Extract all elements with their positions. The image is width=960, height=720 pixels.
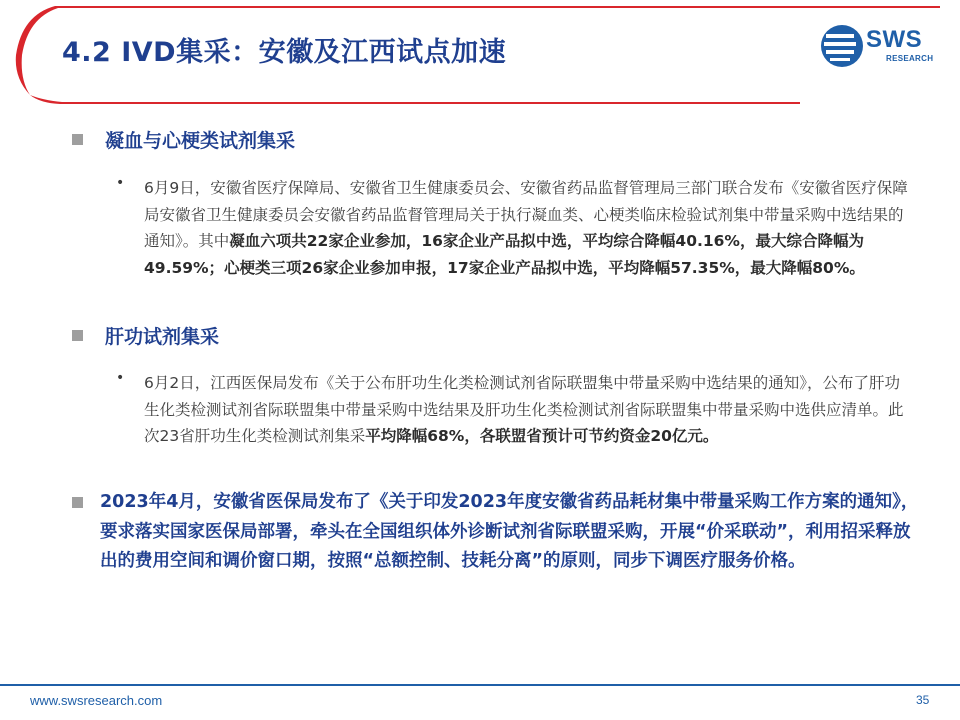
page-number: 35 bbox=[916, 693, 930, 707]
sws-logo bbox=[820, 20, 940, 75]
bullet-paragraph bbox=[144, 370, 910, 450]
bullet-dot-icon: • bbox=[116, 175, 125, 191]
square-bullet-icon bbox=[72, 497, 83, 508]
section-title: 凝血与心梗类试剂集采 bbox=[105, 130, 296, 152]
bullet-item-1 bbox=[110, 175, 910, 281]
section-title: 肝功试剂集采 bbox=[105, 326, 220, 348]
section-heading-2 bbox=[72, 322, 219, 349]
para-text: 6月9日，安徽省医疗保障局、安徽省卫生健康委员会、安徽省药品监督管理局三部门联合发布《安徽省医疗保障局安徽省卫生健康委员会安徽省药品监督管理局关于执行凝血类、心梗类临床检验试剂集中带量采购中选结果的通知》。其中 bbox=[144, 179, 908, 250]
logo-subtext: RESEARCH bbox=[886, 54, 934, 63]
bullet-dot-icon: • bbox=[116, 370, 125, 386]
summary-paragraph: 2023年4月，安徽省医保局发布了《关于印发2023年度安徽省药品耗材集中带量采购工作方案的通知》，要求落实国家医保局部署，牵头在全国组织体外诊断试剂省际联盟采购，开展“价采联动”，利用招采释放出的费用空间和调价窗口期，按照“总额控制、技耗分离”的原则，同步下调医疗服务价格。 bbox=[100, 492, 919, 571]
section-heading-1 bbox=[72, 126, 295, 153]
square-bullet-icon bbox=[72, 330, 83, 341]
para-bold-text: 平均降幅68%，各联盟省预计可节约资金20亿元。 bbox=[365, 427, 719, 445]
square-bullet-icon bbox=[72, 134, 83, 145]
logo-mark-icon bbox=[820, 22, 864, 70]
bullet-item-2 bbox=[110, 370, 910, 450]
footer-url[interactable]: www.swsresearch.com bbox=[30, 693, 163, 708]
para-bold-text: 凝血六项共22家企业参加，16家企业产品拟中选，平均综合降幅40.16%，最大综合降幅为49.59%；心梗类三项26家企业参加申报，17家企业产品拟中选，平均降幅57.35%，最大降幅80%。 bbox=[144, 232, 865, 277]
page-title: 4.2 IVD集采：安徽及江西试点加速 bbox=[62, 37, 507, 68]
bullet-paragraph bbox=[144, 175, 910, 281]
logo-text: SWS bbox=[866, 26, 923, 53]
footer-divider bbox=[0, 684, 960, 686]
para-text: 6月2日，江西医保局发布《关于公布肝功生化类检测试剂省际联盟集中带量采购中选结果的通知》，公布了肝功生化类检测试剂省际联盟集中带量采购中选结果及肝功生化类检测试剂省际联盟集中带量采购中选供应清单。此次23省肝功生化类检测试剂集采 bbox=[144, 374, 904, 445]
